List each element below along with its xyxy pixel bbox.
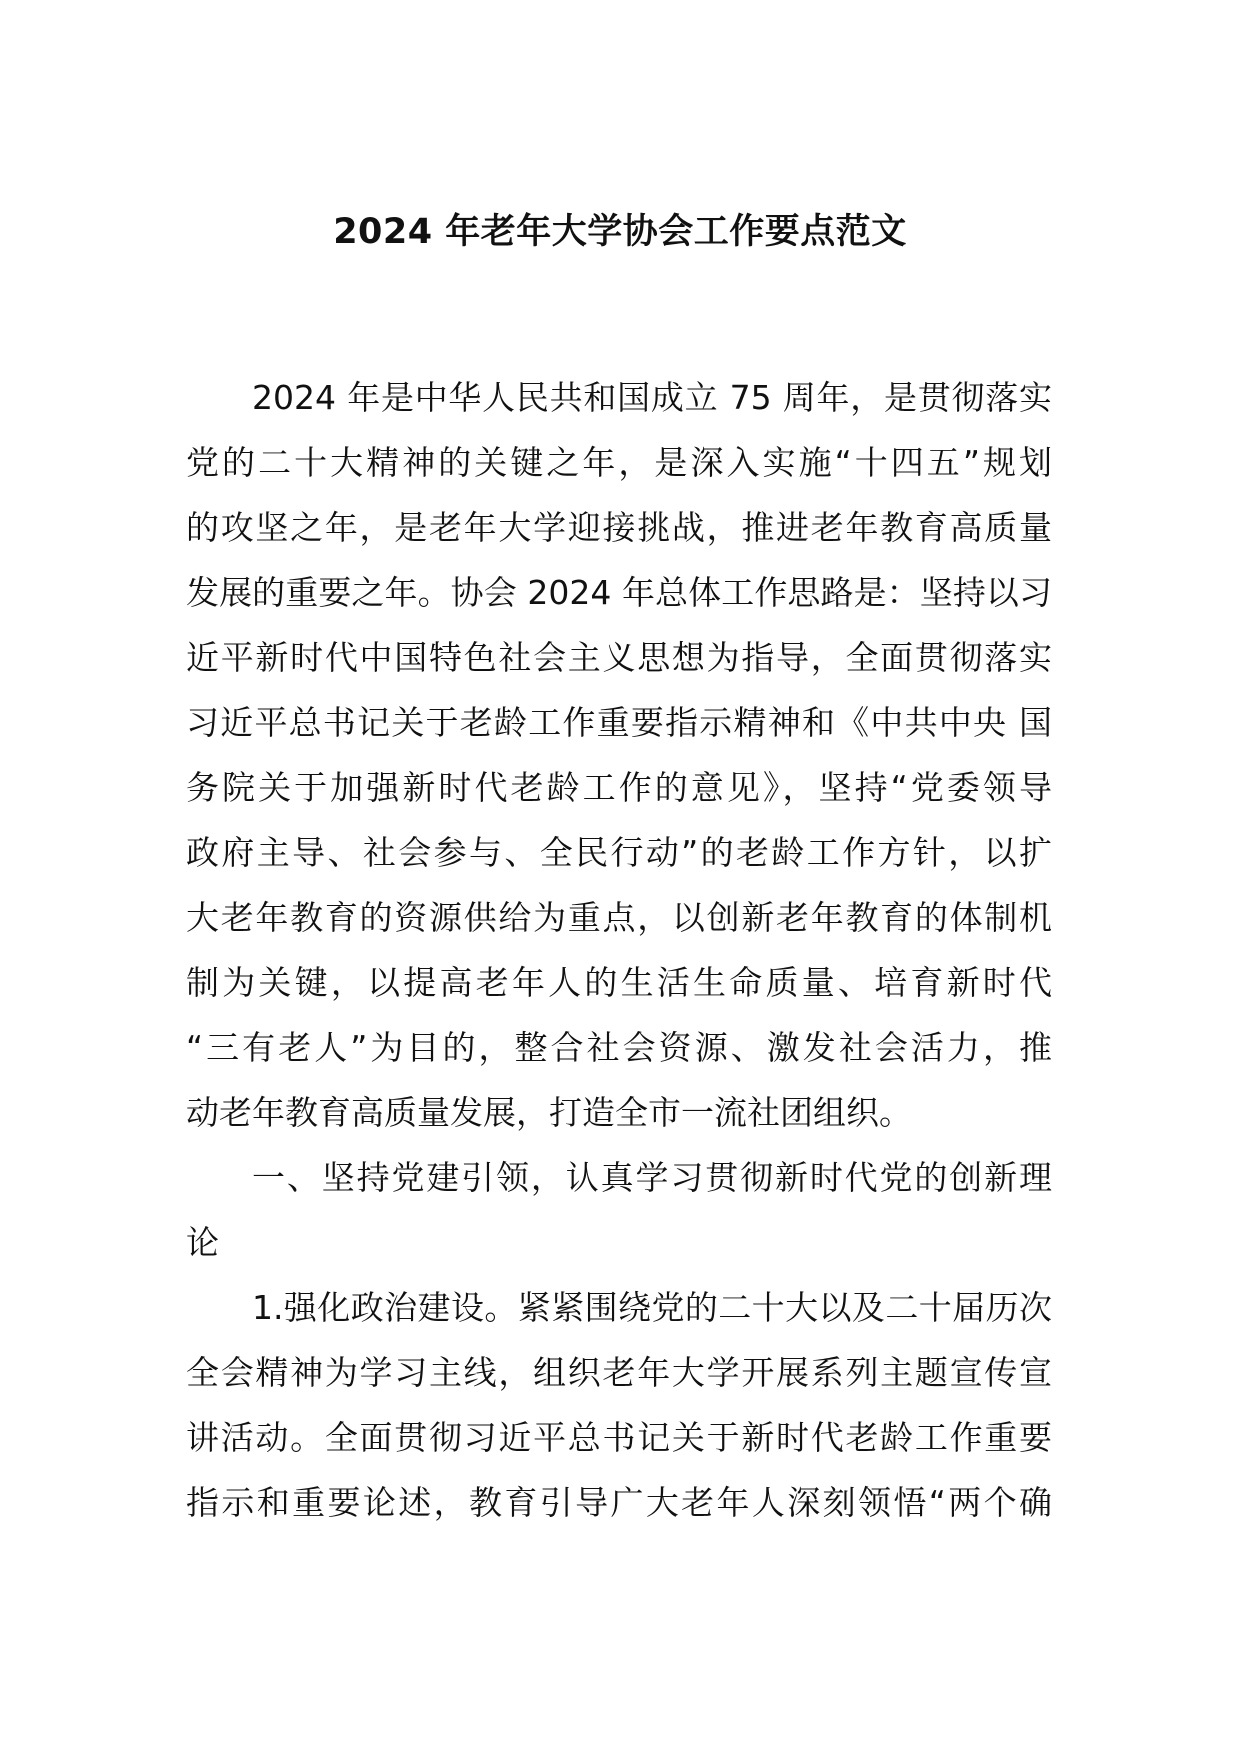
paragraph-line: 发展的重要之年。协会 2024 年总体工作思路是：坚持以习 [186, 573, 1052, 612]
section-heading-line: 论 [186, 1223, 219, 1262]
paragraph-line: 的攻坚之年，是老年大学迎接挑战，推进老年教育高质量 [186, 508, 1052, 547]
document-title: 2024 年老年大学协会工作要点范文 [333, 212, 907, 252]
paragraph-line: 制为关键，以提高老年人的生活生命质量、培育新时代 [186, 963, 1052, 1002]
paragraph-line: 近平新时代中国特色社会主义思想为指导，全面贯彻落实 [186, 638, 1052, 677]
paragraph-line: 习近平总书记关于老龄工作重要指示精神和《中共中央 国 [186, 703, 1052, 742]
section-heading-line: 一、坚持党建引领，认真学习贯彻新时代党的创新理 [252, 1158, 1052, 1197]
paragraph-line: 政府主导、社会参与、全民行动”的老龄工作方针，以扩 [186, 833, 1052, 872]
paragraph-line: “三有老人”为目的，整合社会资源、激发社会活力，推 [186, 1028, 1052, 1067]
paragraph-line: 动老年教育高质量发展，打造全市一流社团组织。 [186, 1093, 912, 1132]
document-body [186, 365, 1052, 1535]
paragraph-line: 1.强化政治建设。紧紧围绕党的二十大以及二十届历次 [252, 1288, 1052, 1327]
paragraph-line: 指示和重要论述，教育引导广大老年人深刻领悟“两个确 [186, 1483, 1052, 1522]
paragraph-line: 讲活动。全面贯彻习近平总书记关于新时代老龄工作重要 [186, 1418, 1052, 1457]
paragraph-line: 务院关于加强新时代老龄工作的意见》，坚持“党委领导 [186, 768, 1052, 807]
paragraph-line: 大老年教育的资源供给为重点，以创新老年教育的体制机 [186, 898, 1052, 937]
paragraph-line: 党的二十大精神的关键之年，是深入实施“十四五”规划 [186, 443, 1052, 482]
paragraph-line: 2024 年是中华人民共和国成立 75 周年，是贯彻落实 [252, 378, 1052, 417]
paragraph-line: 全会精神为学习主线，组织老年大学开展系列主题宣传宣 [186, 1353, 1052, 1392]
